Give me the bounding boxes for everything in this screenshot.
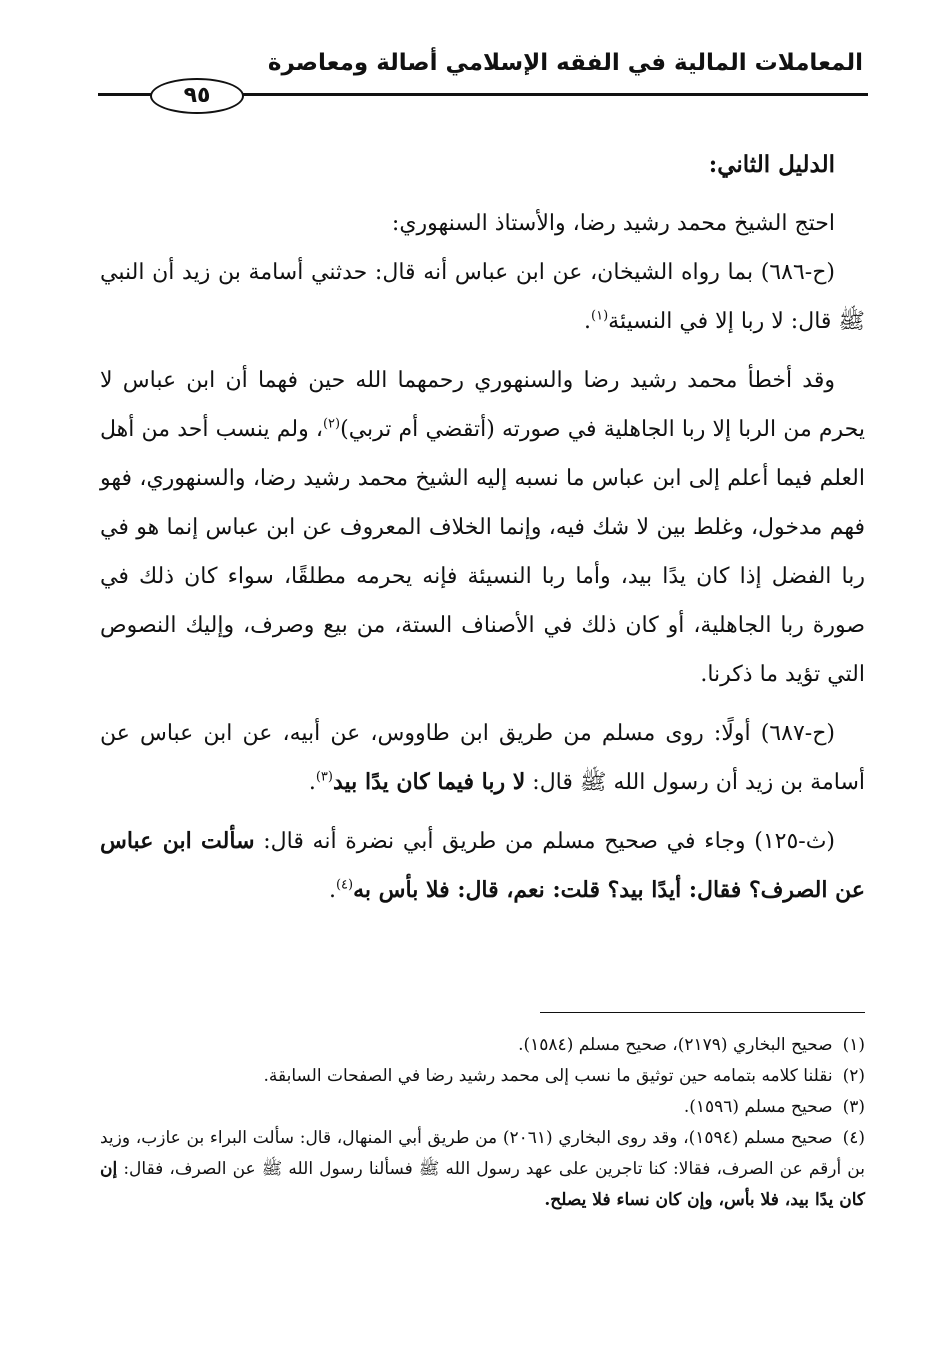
paragraph-1: احتج الشيخ محمد رشيد رضا، والأستاذ السنهوري: (391, 211, 835, 236)
footnote-ref-4: (٤) (335, 877, 354, 893)
footnote-text: صحيح مسلم (١٥٩٦). (683, 1097, 833, 1117)
hadith-687-quote: لا ربا فيما كان يدًا بيد (332, 769, 526, 795)
footnote-separator (540, 1012, 865, 1013)
paragraph-3 (100, 356, 865, 699)
paragraph-3-part-a: وقد أخطأ محمد رشيد رضا والسنهوري رحمهما الله حين فهما أن ابن عباس لا يحرم من الربا إلا ربا الجاهلية في صورته (أتقضي أم تربي) (100, 368, 865, 442)
footnotes (100, 1030, 865, 1216)
footnote-ref-3: (٣) (315, 769, 333, 785)
paragraph-3-part-b: ، ولم ينسب أحد من أهل العلم فيما أعلم إلى ابن عباس ما نسبه إليه الشيخ محمد رشيد رضا، والسنهوري، فهو فهم مدخول، وغلط بين لا شك فيه، وإنما الخلاف المعروف عن ابن عباس إنما هو في ربا الفضل إذا كان يدًا بيد، وأما ربا النسيئة فإنه يحرمه مطلقًا، سواء كان ذلك في صورة ربا الجاهلية، أو كان ذلك في الأصناف الستة، من بيع وصرف، وإليك النصوص التي تؤيد ما ذكرنا. (100, 417, 865, 687)
footnote-text: صحيح مسلم (١٥٩٤)، وقد روى البخاري (٢٠٦١) من طريق أبي المنهال، قال: سألت البراء بن عازب، وزيد بن أرقم عن الصرف، فقالا: كنا تاجرين على عهد رسول الله ﷺ فسألنا رسول الله ﷺ عن الصرف، فقال: (100, 1128, 865, 1179)
footnote-number: (٣) (842, 1097, 865, 1117)
main-text (100, 140, 865, 915)
hadith-687-text: (ح-٦٨٧) أولًا: روى مسلم من طريق ابن طاووس، عن أبيه، عن ابن عباس عن أسامة بن زيد أن رسول الله ﷺ قال: (100, 721, 865, 795)
footnote-4 (100, 1123, 865, 1216)
footnote-number: (٢) (842, 1066, 865, 1086)
footnote-bold-quote: إن كان يدًا بيد، فلا بأس، وإن كان نساء فلا يصلح. (100, 1159, 865, 1210)
footnote-ref-1: (١) (591, 308, 609, 324)
section-heading: الدليل الثاني: (708, 151, 835, 178)
footnote-ref-2: (٢) (322, 416, 341, 432)
athar-125-quote: سألت ابن عباس عن الصرف؟ فقال: أيدًا بيد؟ قلت: نعم، قال: فلا بأس به (100, 828, 865, 903)
hadith-687: (ح-٦٨٧) أولًا: روى مسلم من طريق ابن طاووس، عن أبيه، عن ابن عباس عن أسامة بن زيد أن رسول الله ﷺ قال: لا ربا فيما كان يدًا بيد$^{(٣)}$. (100, 721, 865, 795)
page-number-badge: ٩٥ (150, 78, 244, 114)
running-header-title: المعاملات المالية في الفقه الإسلامي أصالة ومعاصرة (267, 50, 863, 76)
footnote-number: (٤) (842, 1128, 865, 1148)
footnote-number: (١) (842, 1035, 865, 1055)
footnote-1 (100, 1030, 865, 1061)
footnote-text: نقلنا كلامه بتمامه حين توثيق ما نسب إلى محمد رشيد رضا في الصفحات السابقة. (263, 1066, 833, 1086)
footnote-text: صحيح البخاري (٢١٧٩)، صحيح مسلم (١٥٨٤). (518, 1035, 833, 1055)
athar-125: (ث-١٢٥) وجاء في صحيح مسلم من طريق أبي نضرة أنه قال: سألت ابن عباس عن الصرف؟ فقال: أيدًا بيد؟ قلت: نعم، قال: فلا بأس به$^{(٤)}$. (100, 828, 865, 903)
footnote-3 (100, 1092, 865, 1123)
athar-125-text: (ث-١٢٥) وجاء في صحيح مسلم من طريق أبي نضرة أنه قال: (263, 829, 835, 854)
hadith-686: (ح-٦٨٦) بما رواه الشيخان، عن ابن عباس أنه قال: حدثني أسامة بن زيد أن النبي ﷺ قال: لا ربا إلا في النسيئة$^{(١)}$. (100, 260, 865, 334)
hadith-686-text: (ح-٦٨٦) بما رواه الشيخان، عن ابن عباس أنه قال: حدثني أسامة بن زيد أن النبي ﷺ قال: لا ربا إلا في النسيئة (100, 260, 865, 334)
footnote-2 (100, 1061, 865, 1092)
